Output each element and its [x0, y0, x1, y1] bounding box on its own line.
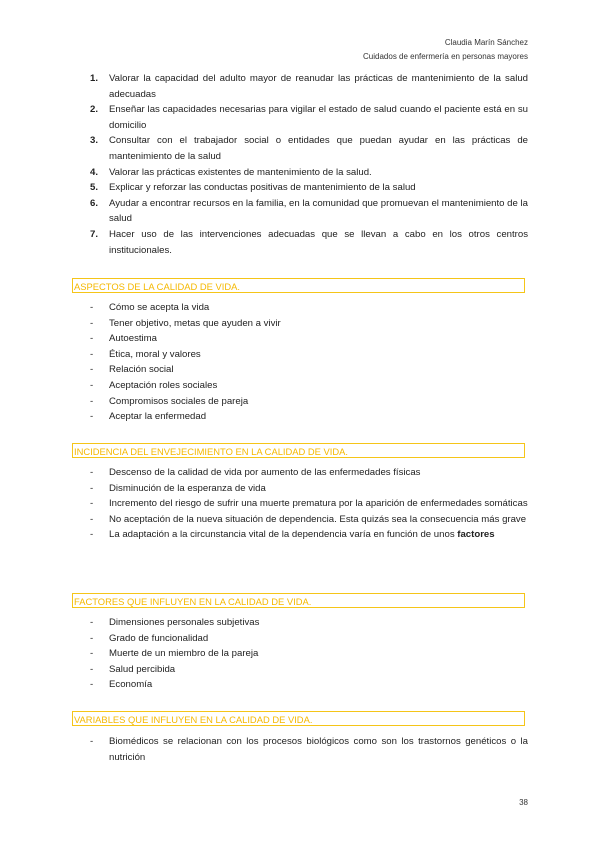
- aspectos-list: [73, 300, 528, 425]
- dash-bullet: -: [90, 302, 94, 313]
- list-item-text: Economía: [109, 679, 153, 691]
- dash-bullet: -: [90, 617, 94, 628]
- list-item: [73, 677, 528, 693]
- list-item: [73, 496, 528, 512]
- header-author: Claudia Marín Sánchez: [444, 38, 528, 47]
- list-item-text: Muerte de un miembro de la pareja: [109, 648, 259, 660]
- list-item: [73, 662, 528, 678]
- dash-bullet: -: [90, 317, 94, 329]
- item-text: Consultar con el trabajador social o entidades que puedan ayudar en las prácticas de mantenimiento de la salud: [109, 135, 528, 162]
- list-item-text: Descenso de la calidad de vida por aumento de las enfermedades físicas: [109, 467, 421, 478]
- dash-bullet: -: [90, 348, 94, 360]
- list-item: [73, 512, 528, 528]
- variables-list: [73, 734, 528, 765]
- item-text: Valorar las prácticas existentes de mantenimiento de la salud.: [109, 166, 372, 178]
- list-item: [73, 615, 528, 631]
- list-item-text: Incremento del riesgo de sufrir una muerte prematura por la aparición de enfermedades somáticas: [109, 498, 528, 510]
- dash-bullet: -: [90, 663, 94, 675]
- dash-bullet: -: [90, 379, 94, 391]
- list-item: [73, 734, 528, 765]
- numbered-item: [73, 180, 528, 196]
- list-item-text: Aceptación roles sociales: [109, 379, 218, 391]
- factores-list: [73, 615, 528, 693]
- numbered-item: [73, 133, 528, 164]
- section-heading-factores: FACTORES QUE INFLUYEN EN LA CALIDAD DE VIDA.: [72, 593, 525, 608]
- list-item-text: Disminución de la esperanza de vida: [109, 482, 266, 494]
- dash-bullet: -: [90, 395, 94, 407]
- item-text: Explicar y reforzar las conductas positivas de mantenimiento de la salud: [109, 182, 416, 194]
- factores-list-block: [73, 615, 528, 693]
- item-text: Enseñar las capacidades necesarias para vigilar el estado de salud cuando el paciente está en su domicilio: [109, 104, 528, 131]
- variables-list-block: [73, 734, 528, 765]
- list-item-text: Compromisos sociales de pareja: [109, 395, 249, 407]
- page-number: 38: [519, 798, 528, 807]
- list-item: [73, 300, 528, 316]
- dash-bullet: -: [90, 529, 94, 541]
- dash-bullet: -: [90, 467, 94, 478]
- numbered-item: [73, 165, 528, 181]
- list-item: [73, 316, 528, 332]
- section-heading-aspectos: ASPECTOS DE LA CALIDAD DE VIDA.: [72, 278, 525, 293]
- list-item: [73, 378, 528, 394]
- list-item-text: Dimensiones personales subjetivas: [109, 617, 260, 628]
- list-item-text: La adaptación a la circunstancia vital de la dependencia varía en función de unos: [109, 529, 458, 541]
- dash-bullet: -: [90, 632, 94, 644]
- numbered-item: [73, 71, 528, 102]
- item-text: Valorar la capacidad del adulto mayor de reanudar las prácticas de mantenimiento de la salud adecuadas: [109, 73, 528, 100]
- list-item: [73, 527, 528, 543]
- incidencia-list-block: [73, 465, 528, 543]
- item-number: 2.: [90, 104, 99, 116]
- dash-bullet: -: [90, 482, 94, 494]
- dash-bullet: -: [90, 333, 94, 345]
- incidencia-list: [73, 465, 528, 543]
- list-item-text: Cómo se acepta la vida: [109, 302, 210, 313]
- item-number: 5.: [90, 182, 99, 194]
- list-item: [73, 646, 528, 662]
- list-item-text: Aceptar la enfermedad: [109, 411, 207, 423]
- numbered-item: [73, 227, 528, 258]
- list-item-text: Tener objetivo, metas que ayuden a vivir: [109, 317, 281, 329]
- numbered-item: [73, 102, 528, 133]
- list-item-text: Autoestima: [109, 333, 157, 345]
- list-item: [73, 331, 528, 347]
- list-item: [73, 465, 528, 481]
- list-item: [73, 347, 528, 363]
- list-item-text: Grado de funcionalidad: [109, 632, 209, 644]
- item-number: 1.: [90, 73, 99, 84]
- numbered-list-block: [73, 71, 528, 258]
- item-text: Ayudar a encontrar recursos en la familia, en la comunidad que promuevan el mantenimiento de la salud: [109, 197, 528, 225]
- item-number: 7.: [90, 228, 99, 240]
- list-item: [73, 409, 528, 425]
- list-item-bold-text: factores: [457, 529, 495, 541]
- list-item-text: Relación social: [109, 364, 174, 376]
- list-item-text: Ética, moral y valores: [109, 348, 201, 360]
- item-number: 6.: [90, 197, 99, 209]
- item-number: 3.: [90, 135, 99, 147]
- numbered-item: [73, 196, 528, 227]
- dash-bullet: -: [90, 364, 94, 376]
- dash-bullet: -: [90, 648, 94, 660]
- dash-bullet: -: [90, 411, 94, 423]
- header-subtitle: Cuidados de enfermería en personas mayores: [363, 52, 528, 61]
- numbered-list: [73, 71, 528, 258]
- dash-bullet: -: [90, 679, 94, 691]
- section-heading-variables: VARIABLES QUE INFLUYEN EN LA CALIDAD DE VIDA.: [72, 711, 525, 726]
- item-text: Hacer uso de las intervenciones adecuadas que se llevan a cabo en los otros centros institucionales.: [109, 228, 528, 256]
- list-item: [73, 631, 528, 647]
- list-item: [73, 394, 528, 410]
- list-item-text: Salud percibida: [109, 663, 176, 675]
- list-item: [73, 481, 528, 497]
- dash-bullet: -: [90, 513, 94, 525]
- list-item-text: Biomédicos se relacionan con los procesos biológicos como son los trastornos genéticos o la nutrición: [109, 736, 528, 763]
- list-item: [73, 362, 528, 378]
- item-number: 4.: [90, 166, 99, 178]
- aspectos-list-block: [73, 300, 528, 425]
- list-item-text: No aceptación de la nueva situación de dependencia. Esta quizás sea la consecuencia más grave: [109, 513, 527, 525]
- dash-bullet: -: [90, 736, 94, 747]
- page-header: [363, 36, 528, 64]
- dash-bullet: -: [90, 498, 94, 510]
- section-heading-incidencia: INCIDENCIA DEL ENVEJECIMIENTO EN LA CALIDAD DE VIDA.: [72, 443, 525, 458]
